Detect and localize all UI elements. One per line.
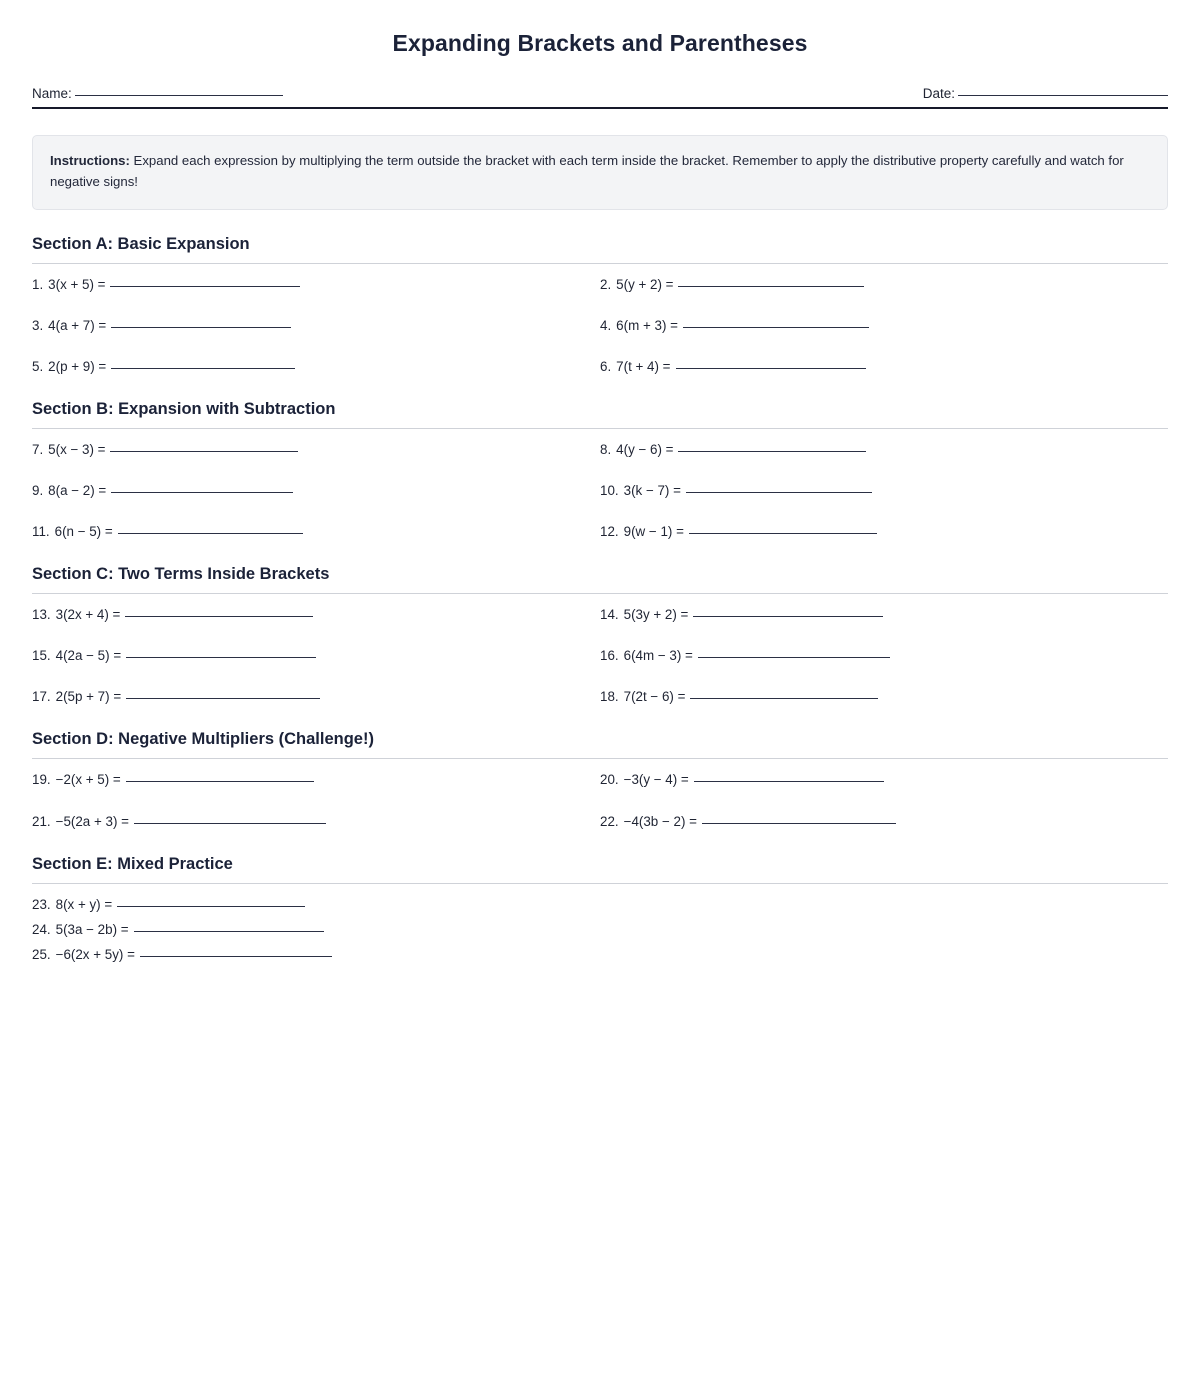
date-label: Date: bbox=[922, 86, 955, 101]
problem-number: 15. bbox=[32, 648, 51, 664]
problem-expression: −4(3b − 2) = bbox=[623, 813, 697, 829]
problem-expression: 5(3y + 2) = bbox=[623, 607, 689, 623]
section-heading: Section D: Negative Multipliers (Challenge!) bbox=[32, 730, 374, 749]
answer-blank[interactable] bbox=[678, 451, 866, 452]
worksheet-section bbox=[32, 730, 1168, 829]
date-field[interactable] bbox=[923, 86, 1168, 101]
problem-expression: 5(x − 3) = bbox=[48, 441, 106, 457]
problem-number: 2. bbox=[600, 276, 612, 292]
problem-number: 3. bbox=[32, 317, 44, 333]
problem-item bbox=[32, 897, 1168, 913]
problem-number: 14. bbox=[600, 607, 619, 623]
problem-item bbox=[32, 922, 1168, 938]
answer-blank[interactable] bbox=[126, 781, 314, 782]
problem-item bbox=[600, 648, 1168, 664]
problem-item bbox=[600, 359, 1168, 375]
problem-item bbox=[600, 689, 1168, 705]
problem-number: 21. bbox=[32, 813, 51, 829]
problem-item bbox=[32, 483, 600, 499]
problem-number: 9. bbox=[32, 483, 44, 499]
answer-blank[interactable] bbox=[689, 533, 877, 534]
problem-number: 24. bbox=[32, 921, 51, 937]
problem-number: 1. bbox=[32, 276, 44, 292]
problem-item bbox=[32, 318, 600, 334]
answer-blank[interactable] bbox=[678, 286, 864, 287]
problem-expression: 3(k − 7) = bbox=[623, 483, 681, 499]
problem-number: 25. bbox=[32, 946, 51, 962]
answer-blank[interactable] bbox=[683, 327, 869, 328]
instructions-text: Expand each expression by multiplying the term outside the bracket with each term inside the bracket. Remember to apply the distributive property carefully and watch for negative signs! bbox=[50, 153, 1124, 190]
problem-number: 19. bbox=[32, 772, 51, 788]
problem-number: 18. bbox=[600, 689, 619, 705]
problem-number: 16. bbox=[600, 648, 619, 664]
problem-expression: 2(5p + 7) = bbox=[55, 689, 122, 705]
problem-item bbox=[600, 772, 1168, 788]
answer-blank[interactable] bbox=[110, 451, 298, 452]
problem-item bbox=[32, 359, 600, 375]
problem-number: 7. bbox=[32, 441, 44, 457]
problem-expression: 8(x + y) = bbox=[55, 896, 113, 912]
answer-blank[interactable] bbox=[693, 616, 883, 617]
name-field[interactable] bbox=[32, 86, 283, 101]
problem-expression: 5(3a − 2b) = bbox=[55, 921, 129, 937]
section-heading: Section A: Basic Expansion bbox=[32, 234, 250, 253]
problem-item bbox=[32, 689, 600, 705]
section-divider bbox=[32, 428, 1168, 429]
problem-number: 6. bbox=[600, 358, 612, 374]
answer-blank[interactable] bbox=[126, 657, 316, 658]
problem-item bbox=[600, 318, 1168, 334]
name-write-line[interactable] bbox=[75, 95, 283, 96]
worksheet-section bbox=[32, 400, 1168, 540]
date-write-line[interactable] bbox=[958, 95, 1168, 96]
answer-blank[interactable] bbox=[690, 698, 878, 699]
section-heading: Section E: Mixed Practice bbox=[32, 854, 233, 873]
problem-expression: 8(a − 2) = bbox=[48, 483, 107, 499]
answer-blank[interactable] bbox=[686, 492, 872, 493]
problem-list bbox=[32, 772, 1168, 829]
worksheet-section bbox=[32, 235, 1168, 375]
problem-item bbox=[600, 442, 1168, 458]
problem-expression: 7(t + 4) = bbox=[616, 358, 671, 374]
problem-item bbox=[32, 607, 600, 623]
answer-blank[interactable] bbox=[111, 492, 293, 493]
worksheet-section bbox=[32, 855, 1168, 963]
answer-blank[interactable] bbox=[110, 286, 300, 287]
problem-expression: 4(a + 7) = bbox=[48, 317, 107, 333]
sections-container bbox=[32, 235, 1168, 963]
problem-number: 4. bbox=[600, 317, 612, 333]
problem-number: 13. bbox=[32, 607, 51, 623]
answer-blank[interactable] bbox=[125, 616, 313, 617]
instructions-label: Instructions: bbox=[50, 153, 130, 168]
problem-expression: 6(4m − 3) = bbox=[623, 648, 693, 664]
problem-item bbox=[32, 442, 600, 458]
worksheet-section bbox=[32, 565, 1168, 705]
problem-number: 20. bbox=[600, 772, 619, 788]
answer-blank[interactable] bbox=[694, 781, 884, 782]
answer-blank[interactable] bbox=[134, 823, 326, 824]
problem-expression: 2(p + 9) = bbox=[48, 358, 107, 374]
answer-blank[interactable] bbox=[676, 368, 866, 369]
problem-number: 17. bbox=[32, 689, 51, 705]
problem-expression: 9(w − 1) = bbox=[623, 524, 684, 540]
problem-expression: 5(y + 2) = bbox=[616, 276, 674, 292]
section-heading: Section C: Two Terms Inside Brackets bbox=[32, 565, 330, 584]
problem-number: 11. bbox=[32, 524, 50, 540]
answer-blank[interactable] bbox=[140, 956, 332, 957]
problem-expression: 3(2x + 4) = bbox=[55, 607, 121, 623]
name-date-row bbox=[32, 86, 1168, 109]
instructions-box bbox=[32, 135, 1168, 210]
answer-blank[interactable] bbox=[698, 657, 890, 658]
section-divider bbox=[32, 593, 1168, 594]
problem-number: 12. bbox=[600, 524, 619, 540]
answer-blank[interactable] bbox=[117, 906, 305, 907]
problem-item bbox=[600, 814, 1168, 830]
section-divider bbox=[32, 883, 1168, 884]
problem-expression: 4(2a − 5) = bbox=[55, 648, 122, 664]
problem-expression: 7(2t − 6) = bbox=[623, 689, 686, 705]
problem-list bbox=[32, 277, 1168, 375]
answer-blank[interactable] bbox=[118, 533, 303, 534]
problem-expression: −5(2a + 3) = bbox=[55, 813, 129, 829]
problem-expression: 4(y − 6) = bbox=[616, 441, 674, 457]
problem-number: 10. bbox=[600, 483, 619, 499]
problem-number: 5. bbox=[32, 358, 44, 374]
problem-expression: 6(m + 3) = bbox=[616, 317, 678, 333]
section-divider bbox=[32, 758, 1168, 759]
section-divider bbox=[32, 263, 1168, 264]
answer-blank[interactable] bbox=[111, 327, 291, 328]
problem-item bbox=[600, 524, 1168, 540]
page-title: Expanding Brackets and Parentheses bbox=[392, 30, 808, 56]
answer-blank[interactable] bbox=[126, 698, 320, 699]
problem-list bbox=[32, 897, 1168, 963]
problem-number: 8. bbox=[600, 441, 612, 457]
problem-expression: 6(n − 5) = bbox=[54, 524, 113, 540]
answer-blank[interactable] bbox=[134, 931, 324, 932]
name-label: Name: bbox=[32, 86, 72, 101]
problem-item bbox=[600, 483, 1168, 499]
problem-item bbox=[32, 648, 600, 664]
problem-expression: −2(x + 5) = bbox=[55, 772, 121, 788]
problem-expression: −6(2x + 5y) = bbox=[55, 946, 135, 962]
answer-blank[interactable] bbox=[111, 368, 295, 369]
problem-item bbox=[32, 772, 600, 788]
problem-list bbox=[32, 607, 1168, 705]
problem-expression: −3(y − 4) = bbox=[623, 772, 689, 788]
problem-item bbox=[600, 607, 1168, 623]
problem-item bbox=[32, 814, 600, 830]
answer-blank[interactable] bbox=[702, 823, 896, 824]
problem-item bbox=[32, 524, 600, 540]
problem-expression: 3(x + 5) = bbox=[48, 276, 106, 292]
section-heading: Section B: Expansion with Subtraction bbox=[32, 399, 336, 418]
problem-number: 22. bbox=[600, 813, 619, 829]
problem-item bbox=[32, 947, 1168, 963]
problem-list bbox=[32, 442, 1168, 540]
problem-item bbox=[32, 277, 600, 293]
problem-number: 23. bbox=[32, 896, 51, 912]
problem-item bbox=[600, 277, 1168, 293]
